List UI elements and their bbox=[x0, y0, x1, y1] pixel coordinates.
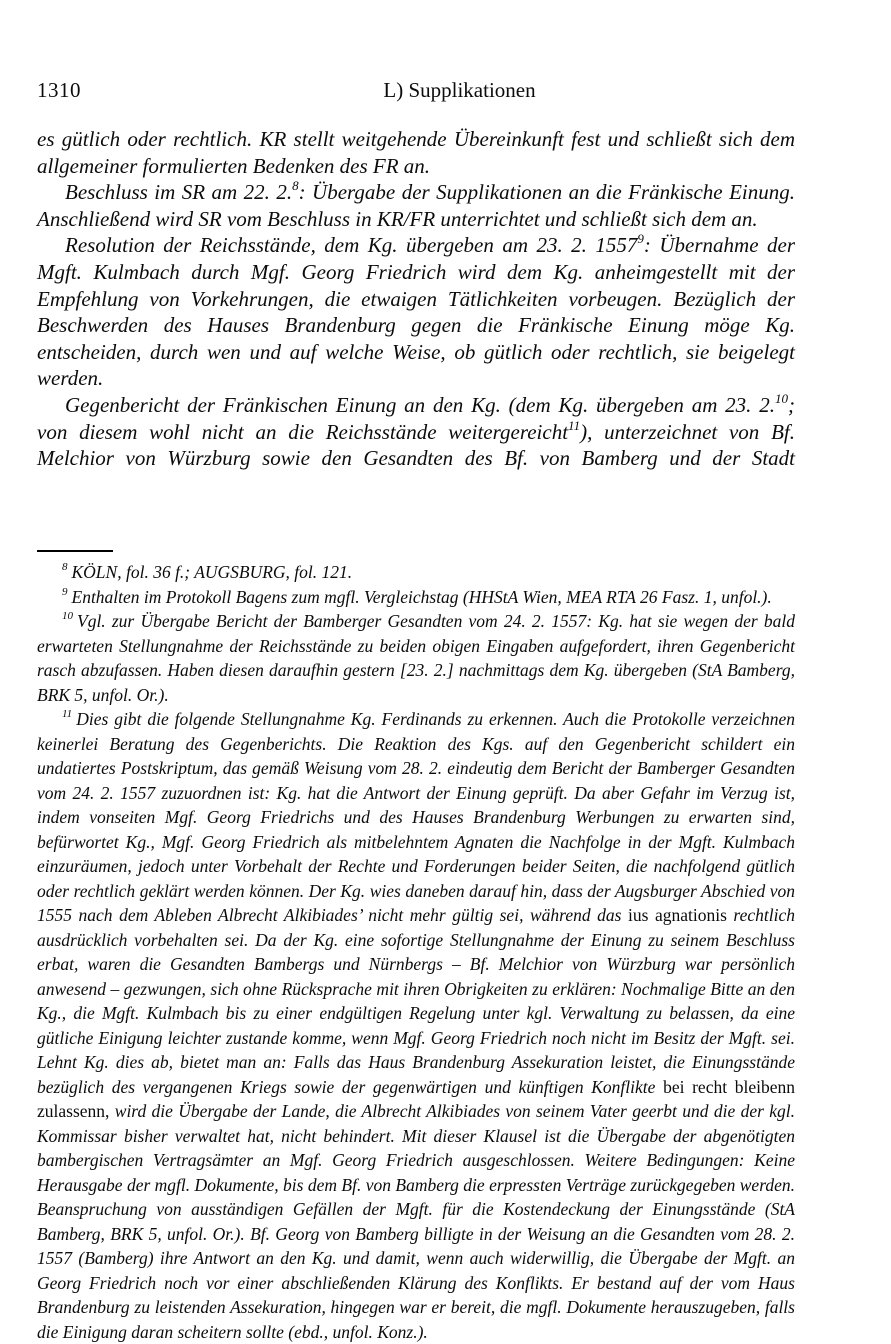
text-segment: : Übergabe der Supplikationen an die Fränkische Einung. Anschließend wird SR vom Beschluss in KR/FR unterrichtet und schließt sich dem an. bbox=[37, 180, 795, 231]
footnote-marker: 10 bbox=[775, 390, 788, 406]
page-number: 1310 bbox=[37, 78, 81, 102]
text-segment: es gütlich oder rechtlich. KR stellt weitgehende Übereinkunft fest und schließt sich dem allgemeiner formulierten Bedenken des FR an. bbox=[37, 127, 795, 178]
text-segment: : Übernahme der Mgft. Kulmbach durch Mgf. Georg Friedrich wird dem Kg. anheimgestellt mit der Empfehlung von Vorkehrungen, die etwaigen Tätlichkeiten vorbeugen. Bezüglich der Beschwerden des Hauses Brandenburg gegen die Fränkische Einung möge Kg. entscheiden, durch wen und auf welche Weise, ob gütlich oder rechtlich, sie beigelegt werden. bbox=[37, 233, 795, 391]
body-paragraph bbox=[37, 232, 795, 392]
footnote-marker: 9 bbox=[637, 231, 644, 247]
footnote-marker: 11 bbox=[568, 417, 581, 433]
text-segment: wird die Übergabe der Lande, die Albrecht Alkibiades von seinem Vater geerbt und die der kgl. Kommissar bisher verwaltet hat, nicht behindert. Mit dieser Klausel ist die Übergabe der abgenötigten bambergischen Vertragsämter an Mgf. Georg Friedrich ausgeschlossen. Weitere Bedingungen: Keine Herausgabe der mgfl. Dokumente, bis dem Bf. von Bamberg die erpressten Verträge zurückgegeben werden. Beanspruchung von ausständigen Gefällen der Mgft. für die Kostendeckung der Einungsstände (StA Bamberg, BRK 5, unfol. Or.). Bf. Georg von Bamberg billigte in der Weisung an die Gesandten vom 28. 2. 1557 (Bamberg) ihre Antwort an den Kg. und damit, wenn auch widerwillig, die Übergabe der Mgft. an Georg Friedrich noch vor einer abschließenden Klärung des Konflikts. Er bestand auf der vom Haus Brandenburg zu leistenden Assekuration, hingegen war er bereit, die mgfl. Dokumente herauszugeben, falls die Einigung daran scheitern sollte (ebd., unfol. Konz.). bbox=[37, 1101, 795, 1342]
text-segment: KÖLN, fol. 36 f.; AUGSBURG, fol. 121. bbox=[71, 562, 353, 582]
text-segment: Beschluss im SR am 22. 2. bbox=[65, 180, 293, 205]
footnote bbox=[37, 585, 795, 610]
text-segment: Dies gibt die folgende Stellungnahme Kg. Ferdinands zu erkennen. Auch die Protokolle verzeichnen keinerlei Beratung des Gegenberichts. Die Reaktion des Kgs. auf den Gegenbericht schildert ein undatiertes Postskriptum, das gemäß Weisung vom 28. 2. eindeutig dem Bericht der Bamberger Gesandten vom 24. 2. 1557 zuzuordnen ist: Kg. hat die Antwort der Einung geprüft. Da aber Gefahr im Verzug ist, indem vonseiten Mgf. Georg Friedrichs und des Hauses Brandenburg Werbungen zu erwarten sind, befürwortet Kg., Mgf. Georg Friedrich als mitbelehntem Agnaten die Nachfolge in der Mgft. Kulmbach einzuräumen, jedoch unter Vorbehalt der Rechte und Forderungen beider Seiten, die nachfolgend gütlich oder rechtlich geklärt werden können. Der Kg. wies daneben darauf hin, dass der Augsburger Abschied von 1555 nach dem Ableben Albrecht Alkibiades’ nicht mehr gültig sei, während das bbox=[37, 709, 795, 925]
page-header bbox=[37, 78, 797, 104]
body-paragraph bbox=[37, 179, 795, 232]
footnote-number: 8 bbox=[62, 561, 68, 574]
footnote-number: 10 bbox=[62, 610, 73, 623]
footnote-number: 9 bbox=[62, 585, 68, 598]
footnote-number: 11 bbox=[62, 708, 73, 721]
text-segment: rechtlich ausdrücklich vorbehalten sei. Da der Kg. eine sofortige Stellungnahme der Einung zu seinem Beschluss erbat, waren die Gesandten Bambergs und Nürnbergs – Bf. Melchior von Würzburg war persönlich anwesend – gezwungen, sich ohne Rücksprache mit ihren Obrigkeiten zu erklären: Nochmalige Bitte an den Kg., die Mgft. Kulmbach bis zu einer endgültigen Regelung unter kgl. Verwaltung zu belassen, da eine gütliche Einigung leichter zustande komme, wenn Mgf. Georg Friedrich noch nicht im Besitz der Mgft. sei. Lehnt Kg. dies ab, bietet man an: Falls das Haus Brandenburg Assekuration leistet, die Einungsstände bezüglich des vergangenen Kriegs sowie der gegenwärtigen und künftigen Konflikte bbox=[37, 905, 795, 1097]
quoted-source-text: ius agnationis bbox=[627, 905, 727, 925]
text-segment: ), unterzeichnet von Bf. Melchior von Würzburg sowie den Gesandten des Bf. von Bamberg und der Stadt bbox=[37, 419, 795, 471]
text-segment: Vgl. zur Übergabe Bericht der Bamberger Gesandten vom 24. 2. 1557: Kg. hat sie wegen der bald erwarteten Stellungnahme der Reichsstände zu beiden obigen Eingaben aufgefordert, ihren Gegenbericht rasch abzufassen. Haben diesen daraufhin gestern [23. 2.] nachmittags dem Kg. übergeben (StA Bamberg, BRK 5, unfol. Or.). bbox=[37, 611, 795, 705]
footnote-marker: 8 bbox=[292, 178, 299, 194]
text-segment: Resolution der Reichsstände, dem Kg. übergeben am 23. 2. 1557 bbox=[65, 233, 638, 258]
footnotes-section bbox=[37, 560, 795, 1344]
quoted-source-text: bei recht bleibenn zulassenn, bbox=[37, 1076, 795, 1121]
text-segment: Gegenbericht der Fränkischen Einung an den Kg. (dem Kg. übergeben am 23. 2. bbox=[65, 392, 775, 417]
main-text bbox=[37, 126, 795, 472]
footnote bbox=[37, 707, 795, 1344]
running-title: L) Supplikationen bbox=[383, 78, 536, 102]
body-paragraph bbox=[37, 392, 795, 472]
footnote bbox=[37, 609, 795, 707]
footnote bbox=[37, 560, 795, 585]
footnote-separator-rule bbox=[37, 550, 113, 552]
text-segment: Enthalten im Protokoll Bagens zum mgfl. Vergleichstag (HHStA Wien, MEA RTA 26 Fasz. 1, unfol.). bbox=[71, 586, 772, 607]
text-segment: ; von diesem wohl nicht an die Reichsstände weitergereicht bbox=[37, 392, 795, 444]
body-paragraph bbox=[37, 126, 795, 179]
